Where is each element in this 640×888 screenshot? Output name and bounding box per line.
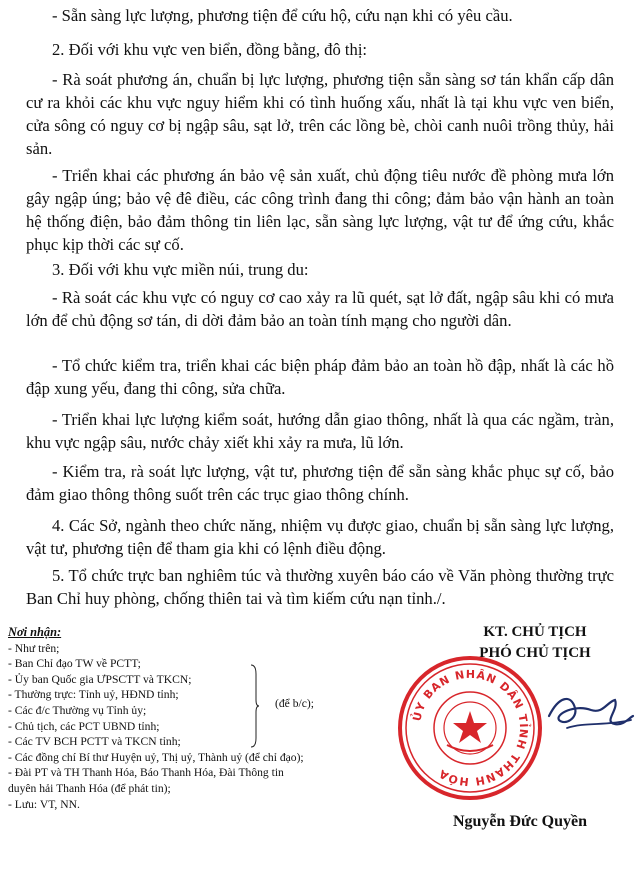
recipient-item: - Thường trực: Tỉnh uỷ, HĐND tỉnh;	[8, 688, 179, 702]
paragraph-dam-safety: - Tổ chức kiểm tra, triển khai các biện pháp đảm bảo an toàn hồ đập, nhất là các hồ đập xung yếu, đang thi công, sửa chữa.	[26, 356, 614, 398]
seal-text: ỦY BAN NHÂN DÂN TỈNH THANH HÓA	[410, 667, 531, 789]
recipient-item: - Các đ/c Thường vụ Tỉnh ủy;	[8, 703, 147, 717]
recipient-item: - Các đồng chí Bí thư Huyện uỷ, Thị uỷ, Thành uỷ (để chỉ đạo);	[8, 750, 304, 764]
paragraph-departments: 4. Các Sở, ngành theo chức năng, nhiệm vụ được giao, chuẩn bị sẵn sàng lực lượng, vật tư, phương tiện để tham gia khi có lệnh điều động.	[26, 516, 614, 558]
recipients-list	[8, 625, 428, 812]
signer-name: Nguyễn Đức Quyền	[452, 813, 588, 830]
official-seal-icon	[395, 653, 545, 803]
paragraph-traffic-control: - Triển khai lực lượng kiểm soát, hướng dẫn giao thông, nhất là qua các ngầm, tràn, khu vực ngập sâu, nước chảy xiết khi xảy ra mưa, lũ lớn.	[26, 410, 614, 452]
recipient-item: - Ủy ban Quốc gia ƯPSCTT và TKCN;	[8, 672, 192, 686]
paragraph-coastal-evacuation: - Rà soát phương án, chuẩn bị lực lượng, phương tiện sẵn sàng sơ tán khẩn cấp dân cư ra khỏi các khu vực nguy hiểm khi có tình huống xấu, nhất là tại khu vực ven biển, cửa sông có nguy cơ bị ngập sâu, sạt lở, trên các lồng bè, chòi canh nuôi trồng thủy, hải sản.	[26, 70, 614, 158]
recipient-item: duyên hải Thanh Hóa (để phát tin);	[8, 781, 171, 795]
recipient-item: - Các TV BCH PCTT và TKCN tỉnh;	[8, 735, 181, 749]
recipient-item: - Đài PT và TH Thanh Hóa, Báo Thanh Hóa, Đài Thông tin	[8, 766, 284, 780]
paragraph-coastal-production: - Triển khai các phương án bảo vệ sản xuất, chủ động tiêu nước đề phòng mưa lớn gây ngập úng; bảo vệ đê điều, các công trình đang thi công; đảm bảo vận hành an toàn hệ thống điện, bảo đảm thông tin liên lạc, sẵn sàng lực lượng, vật tư để ứng cứu, khắc phục kịp thời các sự cố.	[26, 166, 614, 254]
recipients-title: Nơi nhận:	[8, 625, 62, 639]
recipient-item: - Lưu: VT, NN.	[8, 797, 80, 811]
recipient-item: - Ban Chỉ đạo TW về PCTT;	[8, 657, 141, 671]
paragraph-rescue-readiness: - Sẵn sàng lực lượng, phương tiện để cứu hộ, cứu nạn khi có yêu cầu.	[52, 6, 513, 25]
heading-mountain-areas: 3. Đối với khu vực miền núi, trung du:	[52, 260, 309, 279]
recipient-item: - Như trên;	[8, 641, 60, 655]
heading-coastal-areas: 2. Đối với khu vực ven biển, đồng bằng, đô thị:	[52, 40, 368, 59]
paragraph-mountain-review: - Rà soát các khu vực có nguy cơ cao xảy ra lũ quét, sạt lở đất, ngập sâu khi có mưa lớn để chủ động sơ tán, di dời đảm bảo an toàn tính mạng cho người dân.	[26, 288, 614, 330]
handwritten-signature-icon	[545, 686, 635, 736]
signature-title-line2: PHÓ CHỦ TỊCH	[479, 645, 591, 661]
signature-title-line1: KT. CHỦ TỊCH	[483, 624, 587, 640]
paragraph-on-duty: 5. Tổ chức trực ban nghiêm túc và thường xuyên báo cáo về Văn phòng thường trực Ban Chỉ huy phòng, chống thiên tai và tìm kiếm cứu nạn tỉnh./.	[26, 566, 614, 608]
recipient-item: - Chủ tịch, các PCT UBND tỉnh;	[8, 719, 160, 733]
recipients-brace	[250, 664, 260, 748]
paragraph-resource-check: - Kiểm tra, rà soát lực lượng, vật tư, phương tiện để sẵn sàng khắc phục sự cố, bảo đảm giao thông thông suốt trên các trục giao thông chính.	[26, 462, 614, 504]
brace-note: (để b/c);	[275, 697, 314, 710]
